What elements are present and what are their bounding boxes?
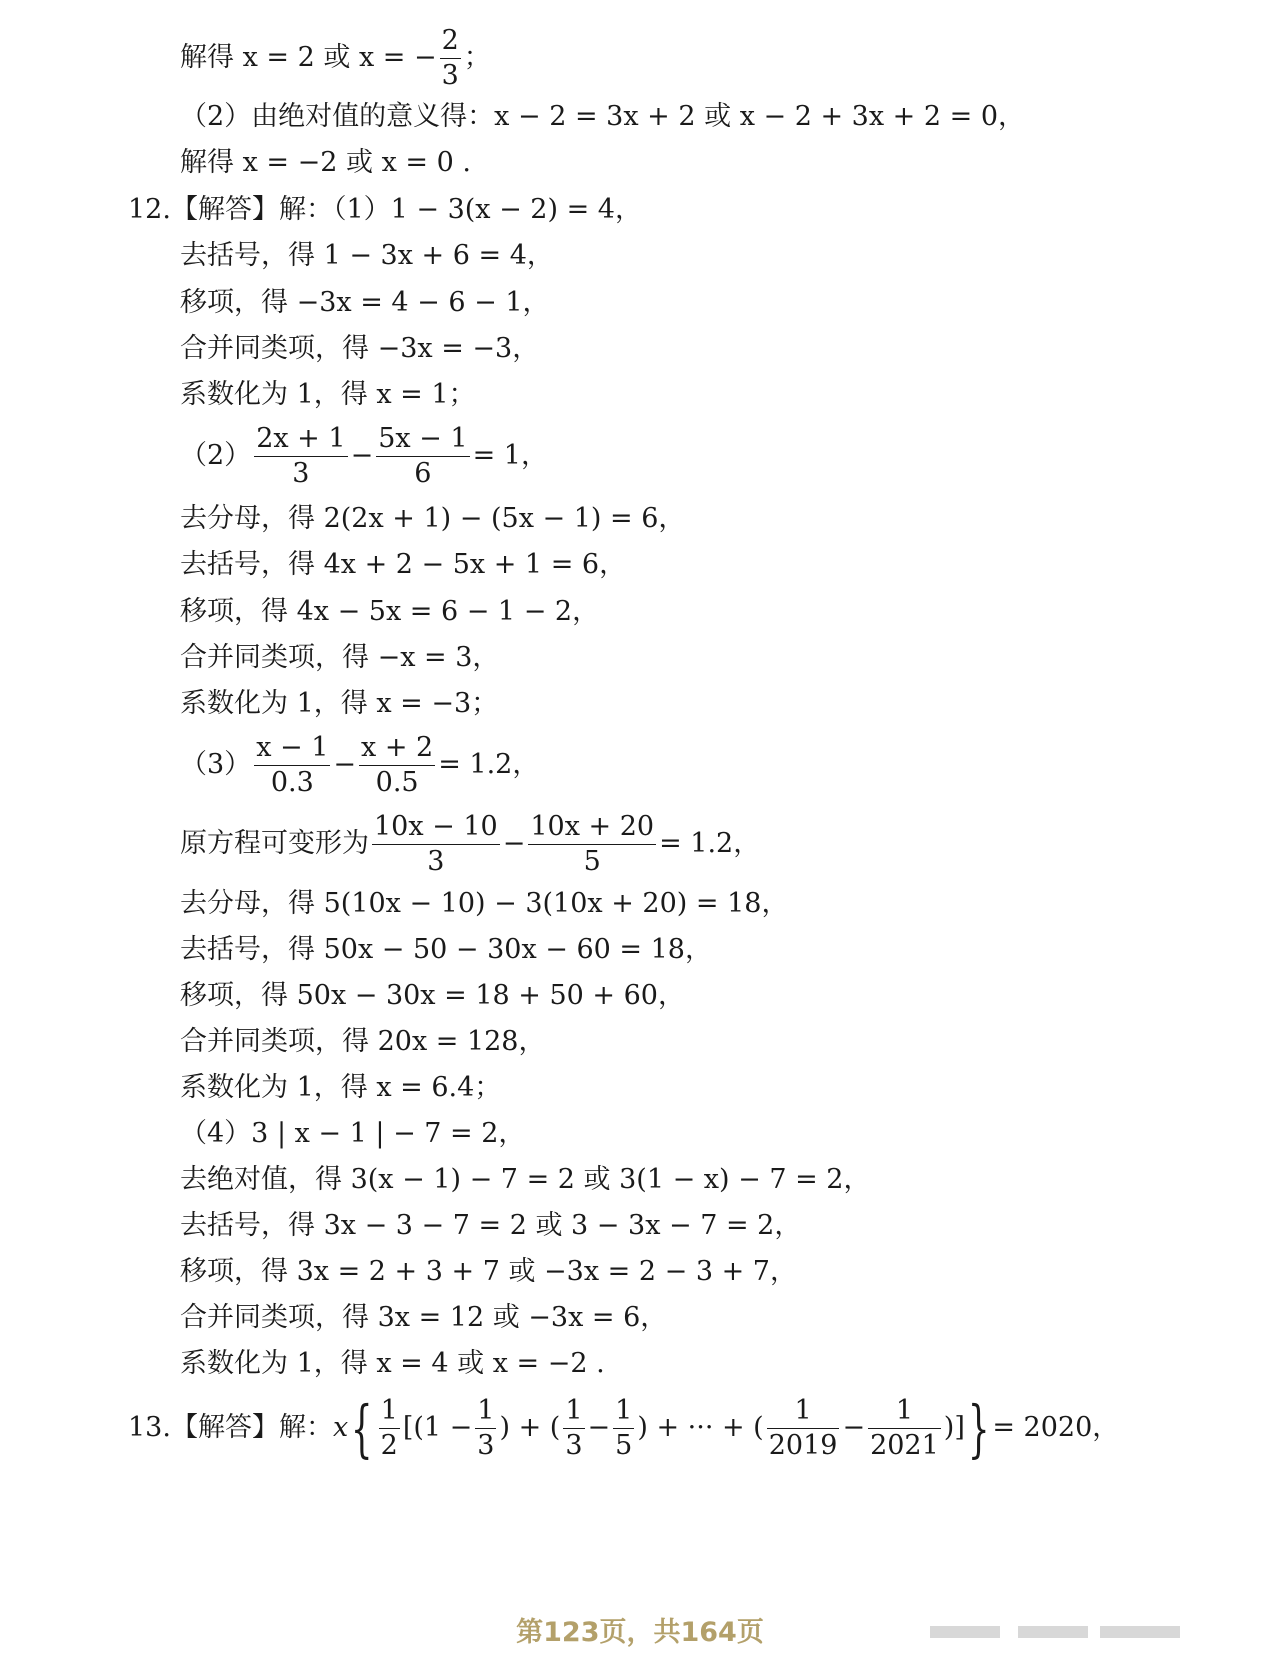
solution-line: 去括号，得 4x + 2 − 5x + 1 = 6， (180, 549, 627, 580)
solution-line: 解得 x = −2 或 x = 0 . (180, 147, 471, 178)
fraction: $\frac{x + 2}{0.5}$ (361, 732, 434, 798)
fraction: $\frac{10x + 20}{5}$ (530, 811, 655, 877)
solution-line: 系数化为 1，得 x = 1； (180, 379, 476, 410)
fraction: $\frac{1}{3}$ (477, 1395, 495, 1461)
solution-line: （2）由绝对值的意义得：x − 2 = 3x + 2 或 x − 2 + 3x + 2 = 0， (180, 101, 1026, 132)
fraction: $\frac{x - 1}{0.3}$ (256, 732, 329, 798)
solution-line: 移项，得 3x = 2 + 3 + 7 或 −3x = 2 − 3 + 7， (180, 1256, 797, 1287)
solution-line: 合并同类项，得 3x = 12 或 −3x = 6， (180, 1302, 668, 1333)
solution-line: 移项，得 50x − 30x = 18 + 50 + 60， (180, 980, 685, 1011)
solution-line: 去括号，得 3x − 3 − 7 = 2 或 3 − 3x − 7 = 2， (180, 1210, 802, 1241)
solution-line: 系数化为 1，得 x = 4 或 x = −2 . (180, 1348, 605, 1379)
fraction: $\frac{10x - 10}{3}$ (374, 811, 498, 877)
fraction: $\frac{2}{3}$ (441, 25, 459, 91)
fraction: $\frac{1}{2021}$ (870, 1395, 939, 1461)
solution-line: 移项，得 −3x = 4 − 6 − 1， (180, 287, 550, 318)
solution-line: 系数化为 1，得 x = −3； (180, 688, 499, 719)
equation-line: （4）3 | x − 1 | − 7 = 2， (180, 1118, 526, 1149)
solution-line: 合并同类项，得 −3x = −3， (180, 333, 540, 364)
fraction: $\frac{1}{5}$ (615, 1395, 633, 1461)
fraction: $\frac{2x + 1}{3}$ (256, 423, 346, 489)
fraction: $\frac{1}{2}$ (380, 1395, 398, 1461)
left-brace: { (351, 1391, 373, 1465)
fraction: $\frac{5x - 1}{6}$ (378, 423, 468, 489)
equation-line: （3） $\frac{x - 1}{0.3}$ − $\frac{x + 2}{0.5}$ = 1.2， (180, 732, 540, 798)
question-12-heading: 12.【解答】解：（1）1 − 3(x − 2) = 4， (128, 194, 642, 225)
watermark-strip (1018, 1626, 1088, 1638)
solution-line: 去括号，得 50x − 50 − 30x − 60 = 18， (180, 934, 712, 965)
solution-line: 系数化为 1，得 x = 6.4； (180, 1072, 502, 1103)
page-number-label: 第123页，共164页 (516, 1617, 764, 1648)
equation-line: （2） $\frac{2x + 1}{3}$ − $\frac{5x - 1}{6}$ = 1， (180, 423, 548, 489)
question-13-heading: 13.【解答】解：x{ $\frac{1}{2}$ [(1 − $\frac{1}{3}$ ) + ( $\frac{1}{3}$ − $\frac{1}{5}$ ) + ··· + ( $\frac{1}{2019}$ − $\frac{1}{2021}$ )]} = 2020， (128, 1391, 1120, 1465)
equation-line: 原方程可变形为 $\frac{10x - 10}{3}$ − $\frac{10x + 20}{5}$ = 1.2， (180, 811, 761, 877)
solution-line: 合并同类项，得 20x = 128， (180, 1026, 546, 1057)
solution-line: 去分母，得 5(10x − 10) − 3(10x + 20) = 18， (180, 888, 789, 919)
solution-line: 去括号，得 1 − 3x + 6 = 4， (180, 240, 554, 271)
fraction: $\frac{1}{3}$ (565, 1395, 583, 1461)
solution-line: 移项，得 4x − 5x = 6 − 1 − 2， (180, 596, 600, 627)
solution-line: 解得 x = 2 或 x = − $\frac{2}{3}$ ； (180, 25, 491, 91)
solution-line: 合并同类项，得 −x = 3， (180, 642, 500, 673)
fraction: $\frac{1}{2019}$ (768, 1395, 838, 1461)
solution-line: 去分母，得 2(2x + 1) − (5x − 1) = 6， (180, 503, 686, 534)
solution-line: 去绝对值，得 3(x − 1) − 7 = 2 或 3(1 − x) − 7 = 2， (180, 1164, 871, 1195)
watermark-strip (1100, 1626, 1180, 1638)
right-brace: } (967, 1391, 990, 1465)
watermark-strip (930, 1626, 1000, 1638)
